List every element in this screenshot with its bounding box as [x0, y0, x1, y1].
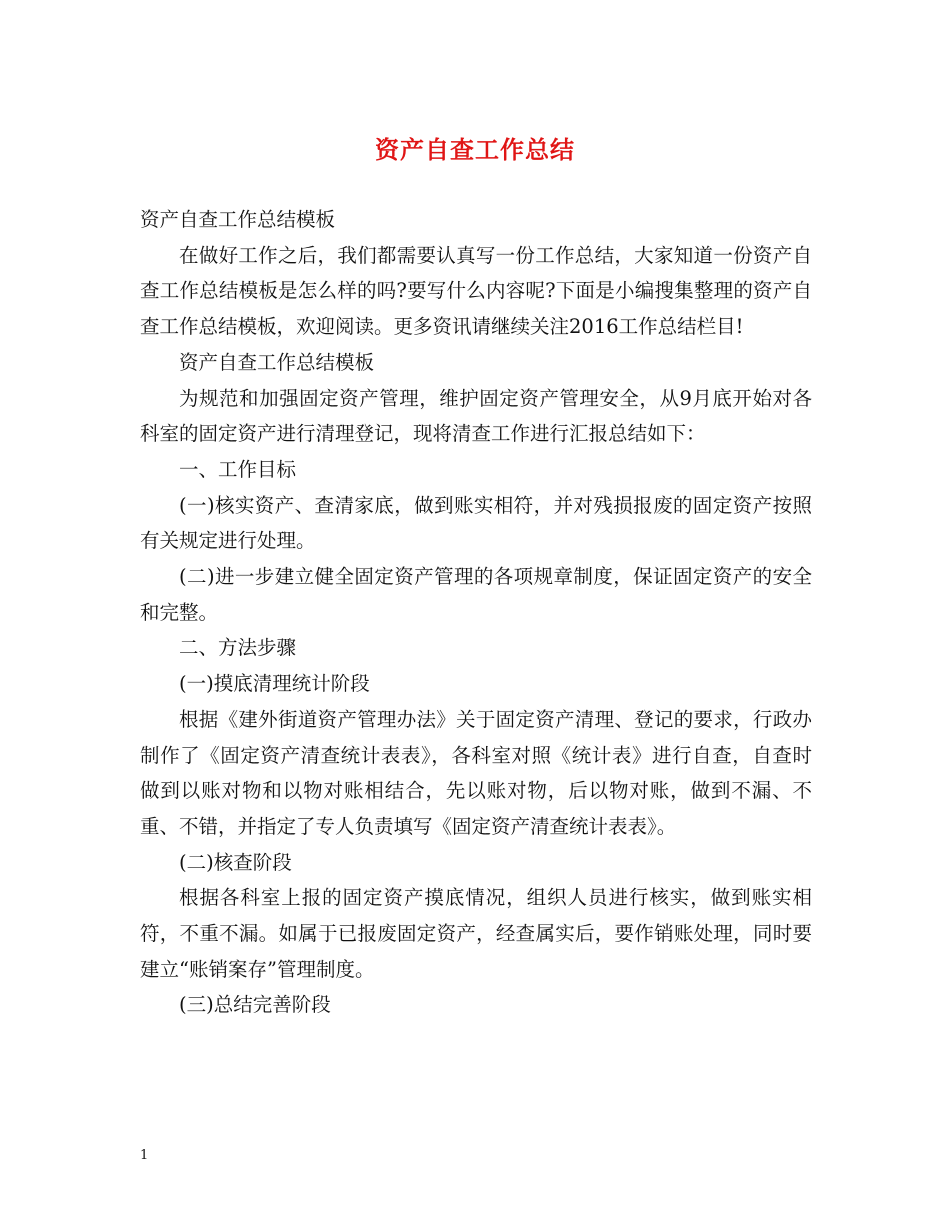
paragraph: 根据《建外街道资产管理办法》关于固定资产清理、登记的要求，行政办制作了《固定资产清查统计表表》，各科室对照《统计表》进行自查，自查时做到以账对物和以物对账相结合，先以账对物，后以物对账，做到不漏、不重、不错，并指定了专人负责填写《固定资产清查统计表表》。 — [140, 707, 812, 838]
section-heading: 一、工作目标 — [179, 457, 297, 481]
paragraph: 为规范和加强固定资产管理，维护固定资产管理安全，从9月底开始对各科室的固定资产进行清理登记，现将清查工作进行汇报总结如下： — [140, 386, 812, 446]
subsection-heading: (二)核查阶段 — [179, 850, 292, 874]
paragraph: 在做好工作之后，我们都需要认真写一份工作总结，大家知道一份资产自查工作总结模板是怎么样的吗?要写什么内容呢?下面是小编搜集整理的资产自查工作总结模板，欢迎阅读。更多资讯请继续关注2016工作总结栏目! — [140, 243, 812, 339]
document-body — [140, 202, 812, 1023]
paragraph: 资产自查工作总结模板 — [179, 350, 375, 374]
paragraph: 根据各科室上报的固定资产摸底情况，组织人员进行核实，做到账实相符，不重不漏。如属于已报废固定资产，经查属实后，要作销账处理，同时要建立“账销案存”管理制度。 — [140, 886, 812, 981]
paragraph: (一)核实资产、查清家底，做到账实相符，并对残损报废的固定资产按照有关规定进行处理。 — [140, 493, 812, 553]
section-heading: 二、方法步骤 — [179, 636, 297, 660]
paragraph: 资产自查工作总结模板 — [140, 208, 336, 231]
page-number: 1 — [140, 1148, 149, 1163]
paragraph: (二)进一步建立健全固定资产管理的各项规章制度，保证固定资产的安全和完整。 — [140, 565, 812, 624]
subsection-heading: (三)总结完善阶段 — [179, 993, 331, 1017]
document-title: 资产自查工作总结 — [375, 135, 575, 164]
subsection-heading: (一)摸底清理统计阶段 — [179, 672, 370, 696]
